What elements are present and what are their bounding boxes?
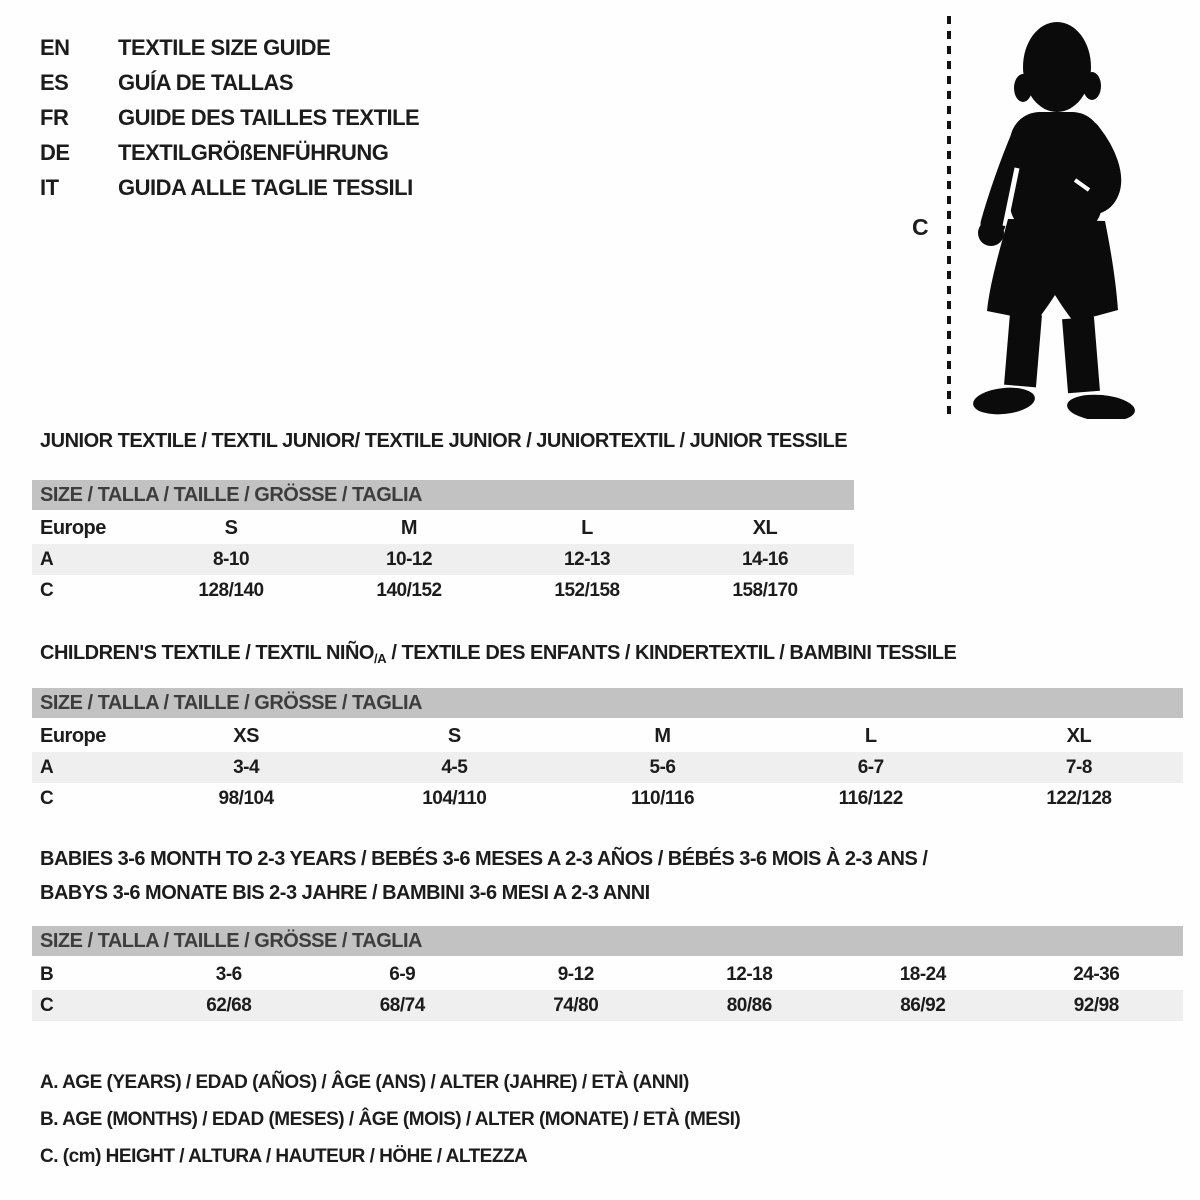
- value-cell: 116/122: [838, 787, 903, 809]
- value-cell: 6-9: [389, 963, 416, 985]
- value-cell: 12-18: [726, 963, 773, 985]
- value-cell: 68/74: [379, 994, 425, 1016]
- row-label: C: [40, 994, 54, 1016]
- table-row-sizes: [32, 721, 1183, 752]
- value-cell: 12-13: [563, 548, 611, 570]
- language-code: EN: [40, 34, 70, 60]
- value-cell: 122/128: [1046, 787, 1112, 809]
- value-cell: 24-36: [1073, 963, 1120, 985]
- babies-section-title-line1: BABIES 3-6 MONTH TO 2-3 YEARS / BEBÉS 3-6 MESES A 2-3 AÑOS / BÉBÉS 3-6 MOIS À 2-3 ANS /: [40, 848, 928, 870]
- value-cell: 62/68: [206, 994, 252, 1016]
- value-cell: 74/80: [553, 994, 599, 1016]
- value-cell: 86/92: [900, 994, 946, 1016]
- value-cell: 18-24: [899, 963, 946, 985]
- guide-title-de: TEXTILGRÖßENFÜHRUNG: [118, 139, 389, 165]
- measure-legend: [40, 1072, 740, 1183]
- language-row-de: [40, 135, 419, 170]
- babies-size-table: [32, 926, 1183, 1021]
- language-code: ES: [40, 69, 69, 95]
- value-cell: 6-7: [857, 756, 884, 778]
- value-cell: 5-6: [649, 756, 676, 778]
- table-row-height: [32, 783, 1183, 814]
- size-cell: XL: [1066, 725, 1092, 747]
- table-row-age: [32, 752, 1183, 783]
- row-label: C: [40, 787, 54, 809]
- value-cell: 140/152: [376, 579, 442, 601]
- toddler-silhouette: [960, 14, 1145, 424]
- height-measure-dashed-line: [946, 16, 952, 421]
- junior-size-table: [32, 480, 854, 606]
- size-header-band: SIZE / TALLA / TAILLE / GRÖSSE / TAGLIA: [32, 926, 1183, 956]
- value-cell: 10-12: [385, 548, 433, 570]
- row-label: B: [40, 963, 54, 985]
- value-cell: 158/170: [732, 579, 798, 601]
- value-cell: 8-10: [212, 548, 250, 570]
- region-label: Europe: [40, 517, 106, 539]
- value-cell: 14-16: [741, 548, 789, 570]
- guide-title-es: GUÍA DE TALLAS: [118, 69, 294, 95]
- size-cell: XL: [752, 517, 778, 539]
- babies-section-title-line2: BABYS 3-6 MONATE BIS 2-3 JAHRE / BAMBINI 3-6 MESI A 2-3 ANNI: [40, 882, 650, 904]
- guide-title-fr: GUIDE DES TAILLES TEXTILE: [118, 104, 420, 130]
- legend-height-cm: C. (cm) HEIGHT / ALTURA / HAUTEUR / HÖHE / ALTEZZA: [40, 1146, 528, 1167]
- language-row-en: [40, 30, 419, 65]
- value-cell: 98/104: [218, 787, 274, 809]
- row-label: A: [40, 548, 54, 570]
- table-row-age: [32, 544, 854, 575]
- language-row-fr: [40, 100, 419, 135]
- value-cell: 92/98: [1073, 994, 1119, 1016]
- children-title-rest: / TEXTILE DES ENFANTS / KINDERTEXTIL / BAMBINI TESSILE: [386, 642, 957, 664]
- table-row-height: [32, 990, 1183, 1021]
- value-cell: 4-5: [441, 756, 468, 778]
- size-cell: M: [400, 517, 418, 539]
- language-row-es: [40, 65, 419, 100]
- value-cell: 110/116: [630, 787, 695, 809]
- language-code: FR: [40, 104, 69, 130]
- table-row-months: [32, 959, 1183, 990]
- children-section-title: [40, 642, 956, 666]
- language-title-list: [40, 30, 419, 205]
- row-label: A: [40, 756, 54, 778]
- value-cell: 152/158: [554, 579, 620, 601]
- table-row-height: [32, 575, 854, 606]
- value-cell: 128/140: [198, 579, 264, 601]
- size-header-band: SIZE / TALLA / TAILLE / GRÖSSE / TAGLIA: [32, 688, 1183, 718]
- value-cell: 3-6: [215, 963, 242, 985]
- region-label: Europe: [40, 725, 106, 747]
- value-cell: 3-4: [233, 756, 260, 778]
- children-title-subscript: /A: [373, 651, 387, 666]
- language-code: IT: [40, 174, 59, 200]
- guide-title-en: TEXTILE SIZE GUIDE: [118, 34, 331, 60]
- value-cell: 7-8: [1065, 756, 1092, 778]
- legend-age-months: B. AGE (MONTHS) / EDAD (MESES) / ÂGE (MOIS) / ALTER (MONATE) / ETÀ (MESI): [40, 1109, 741, 1130]
- language-code: DE: [40, 139, 70, 165]
- junior-section-title: JUNIOR TEXTILE / TEXTIL JUNIOR/ TEXTILE JUNIOR / JUNIORTEXTIL / JUNIOR TESSILE: [40, 430, 848, 452]
- language-row-it: [40, 170, 419, 205]
- row-label: C: [40, 579, 54, 601]
- value-cell: 104/110: [422, 787, 487, 809]
- guide-title-it: GUIDA ALLE TAGLIE TESSILI: [118, 174, 413, 200]
- size-cell: XS: [233, 725, 259, 747]
- size-cell: S: [447, 725, 461, 747]
- legend-age-years: A. AGE (YEARS) / EDAD (AÑOS) / ÂGE (ANS) / ALTER (JAHRE) / ETÀ (ANNI): [40, 1072, 689, 1093]
- table-row-sizes: [32, 513, 854, 544]
- value-cell: 80/86: [726, 994, 772, 1016]
- children-size-table: [32, 688, 1183, 814]
- height-measure-label: C: [912, 214, 929, 240]
- value-cell: 9-12: [557, 963, 594, 985]
- size-cell: S: [224, 517, 238, 539]
- children-title-main: CHILDREN'S TEXTILE / TEXTIL NIÑO: [40, 642, 374, 664]
- size-cell: M: [654, 725, 671, 747]
- size-header-band: SIZE / TALLA / TAILLE / GRÖSSE / TAGLIA: [32, 480, 854, 510]
- size-cell: L: [581, 517, 593, 539]
- size-cell: L: [864, 725, 877, 747]
